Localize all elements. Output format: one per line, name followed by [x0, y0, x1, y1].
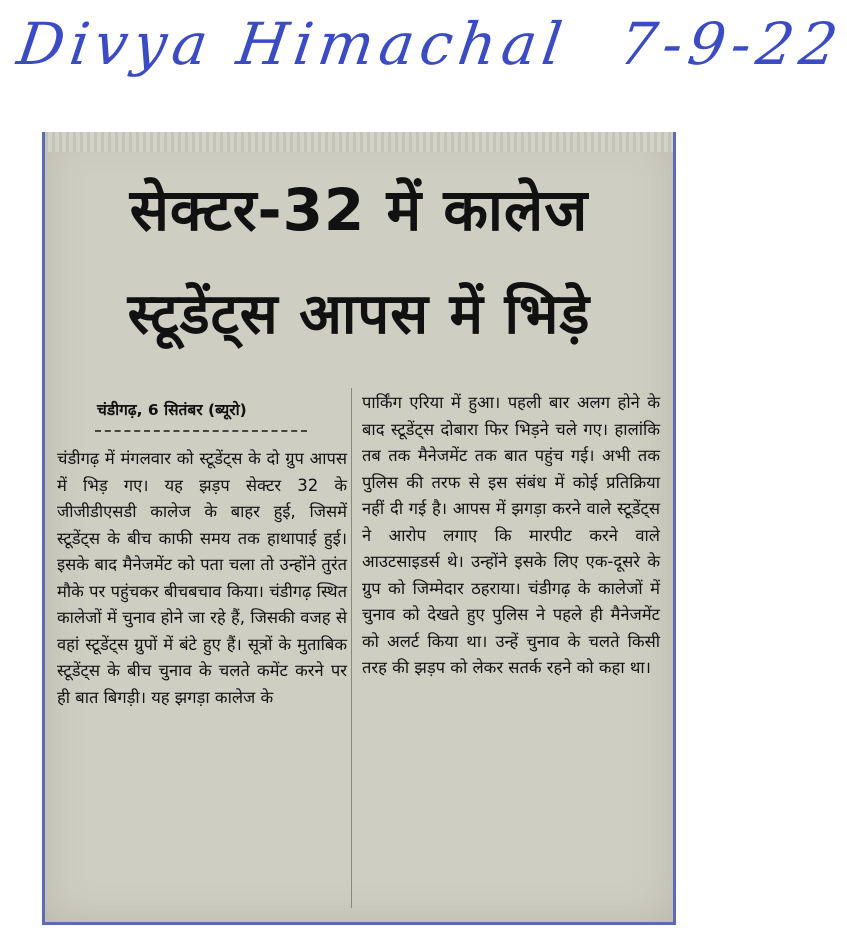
handwritten-date: 7-9-22	[614, 10, 847, 78]
headline-line-2: स्टूडेंट्स आपस में भिड़े	[127, 282, 591, 347]
article-column-left	[57, 446, 347, 711]
handwritten-annotation	[13, 10, 847, 102]
newspaper-clipping	[42, 132, 676, 925]
article-column-right	[362, 390, 660, 682]
article-text-left: चंडीगढ़ में मंगलवार को स्टूडेंट्स के दो ग्रुप आपस में भिड़ गए। यह झड़प सेक्टर 32 के जीजीडीएसडी कालेज के बाहर हुई, जिसमें स्टूडेंट्स के बीच काफी समय तक हाथापाई हुई। इसके बाद मैनेजमेंट को पता चला तो उन्होंने तुरंत मौके पर पहुंचकर बीचबचाव किया। चंडीगढ़ स्थित कालेजों में चुनाव होने जा रहे हैं, जिसकी वजह से वहां स्टूडेंट्स ग्रुपों में बंटे हुए हैं। सूत्रों के मुताबिक स्टूडेंट्स के बीच चुनाव के चलते कमेंट करने पर ही बात बिगड़ी। यह झगड़ा कालेज के	[57, 449, 347, 707]
dateline-divider	[95, 430, 307, 432]
column-divider	[351, 388, 352, 908]
article-text-right: पार्किंग एरिया में हुआ। पहली बार अलग होने के बाद स्टूडेंट्स दोबारा फिर भिड़ने चले गए। हालांकि तब तक मैनेजमेंट तक बात पहुंच गई। अभी तक पुलिस की तरफ से इस संबंध में कोई प्रतिक्रिया नहीं दी गई है। आपस में झगड़ा करने वाले स्टूडेंट्स ने आरोप लगाए कि मारपीट करने वाले आउटसाइडर्स थे। उन्होंने इसके लिए एक-दूसरे के ग्रुप को जिम्मेदार ठहराया। चंडीगढ़ के कालेजों में चुनाव को देखते हुए पुलिस ने पहले ही मैनेजमेंट को अलर्ट किया था। उन्हें चुनाव के चलते किसी तरह की झड़प को लेकर सतर्क रहने को कहा था।	[362, 393, 660, 677]
headline-line-1: सेक्टर-32 में कालेज	[129, 176, 589, 244]
dateline: चंडीगढ़, 6 सितंबर (ब्यूरो)	[97, 401, 247, 419]
handwritten-publication: Divya Himachal	[13, 10, 573, 78]
